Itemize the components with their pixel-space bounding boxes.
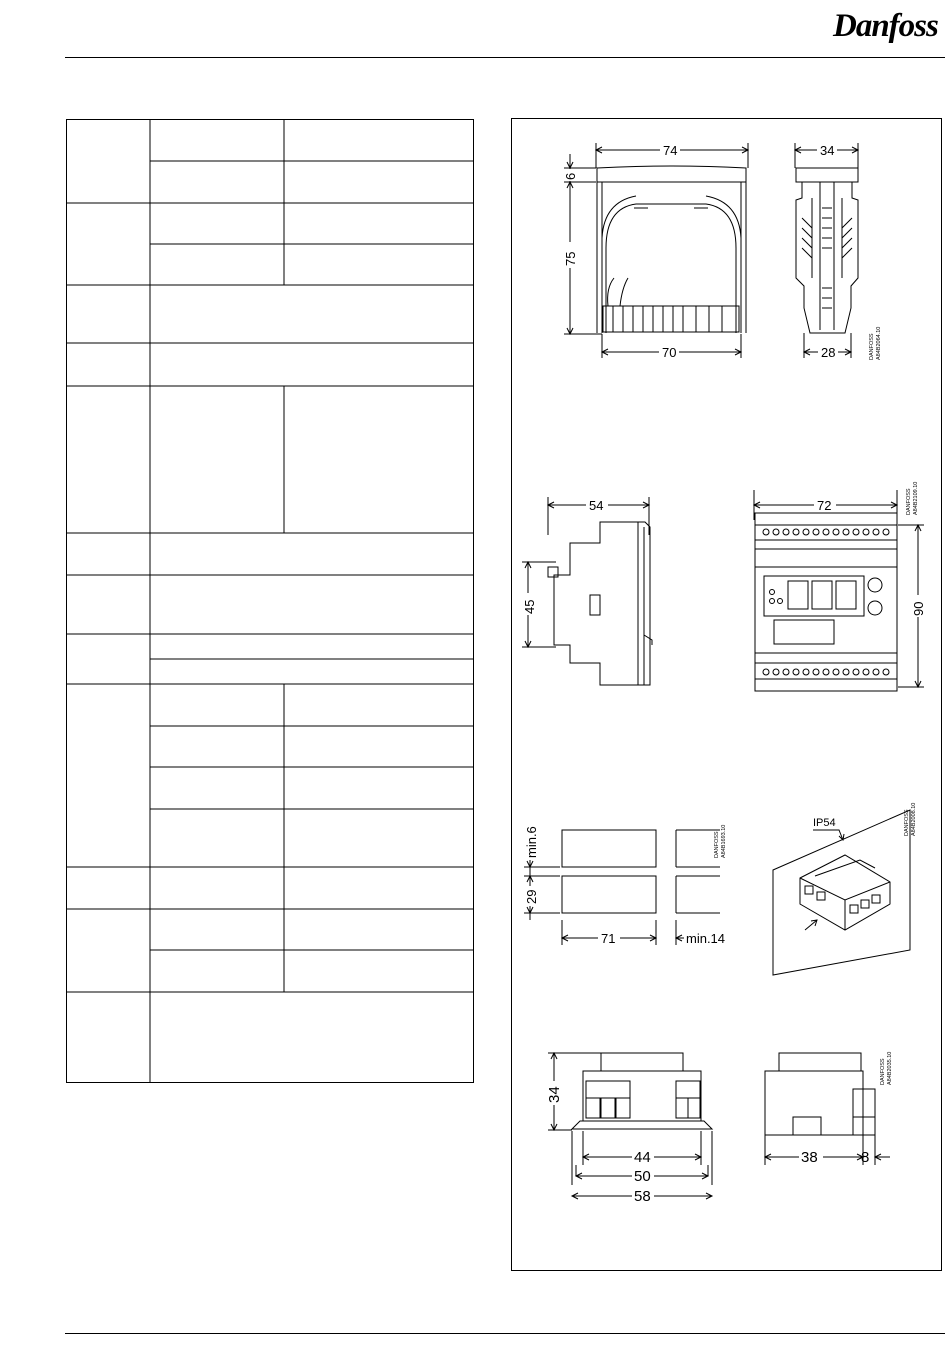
ref-code-1: A84B2064.10 bbox=[876, 326, 882, 360]
dim-44: 44 bbox=[634, 1149, 651, 1166]
footer-rule bbox=[65, 1333, 945, 1334]
ref-label-2: DANFOSS bbox=[906, 488, 912, 515]
dim-90: 90 bbox=[911, 601, 926, 616]
ref-label-4: DANFOSS bbox=[904, 809, 910, 836]
dim-34: 34 bbox=[820, 143, 835, 158]
panel-cutout-drawing bbox=[520, 810, 735, 955]
danfoss-logo bbox=[829, 2, 939, 48]
header-rule bbox=[65, 57, 945, 58]
front-view-drawing bbox=[556, 138, 771, 363]
ref-label-1: DANFOSS bbox=[869, 333, 875, 360]
ref-label-5: DANFOSS bbox=[880, 1058, 886, 1085]
specification-table bbox=[66, 119, 474, 1083]
dim-50: 50 bbox=[634, 1168, 651, 1185]
dim-min14: min.14 bbox=[686, 931, 726, 946]
din-front-view-drawing bbox=[752, 481, 942, 695]
dim-54: 54 bbox=[589, 498, 604, 513]
dim-45: 45 bbox=[522, 599, 537, 614]
dim-72: 72 bbox=[817, 498, 832, 513]
ip54-label: IP54 bbox=[813, 817, 836, 829]
dim-75: 75 bbox=[563, 251, 578, 266]
ref-code-2: A84B2109.10 bbox=[913, 481, 919, 515]
dim-38: 38 bbox=[801, 1149, 818, 1166]
brand-logo-text: Danfoss bbox=[833, 8, 938, 44]
ref-code-4: A84B2008.10 bbox=[911, 802, 917, 836]
mounting-drawing bbox=[765, 800, 940, 980]
din-side-view-drawing bbox=[520, 495, 670, 695]
ref-code-3: A84B1693.10 bbox=[721, 824, 727, 858]
bottom-side-view-drawing bbox=[755, 1045, 920, 1170]
side-view-drawing bbox=[790, 138, 900, 370]
dim-29: 29 bbox=[524, 889, 539, 904]
ref-code-5: A84B2035.10 bbox=[887, 1051, 893, 1085]
dim-8: 8 bbox=[861, 1149, 870, 1166]
dim-6: 6 bbox=[563, 172, 578, 180]
bottom-front-view-drawing bbox=[540, 1045, 720, 1215]
ref-label-3: DANFOSS bbox=[714, 831, 720, 858]
dim-28: 28 bbox=[821, 345, 836, 360]
dim-34b: 34 bbox=[546, 1086, 563, 1103]
dim-58: 58 bbox=[634, 1188, 651, 1205]
dim-70: 70 bbox=[662, 345, 677, 360]
dim-74: 74 bbox=[663, 143, 678, 158]
dim-min6: min.6 bbox=[524, 826, 539, 858]
dim-71: 71 bbox=[601, 931, 616, 946]
